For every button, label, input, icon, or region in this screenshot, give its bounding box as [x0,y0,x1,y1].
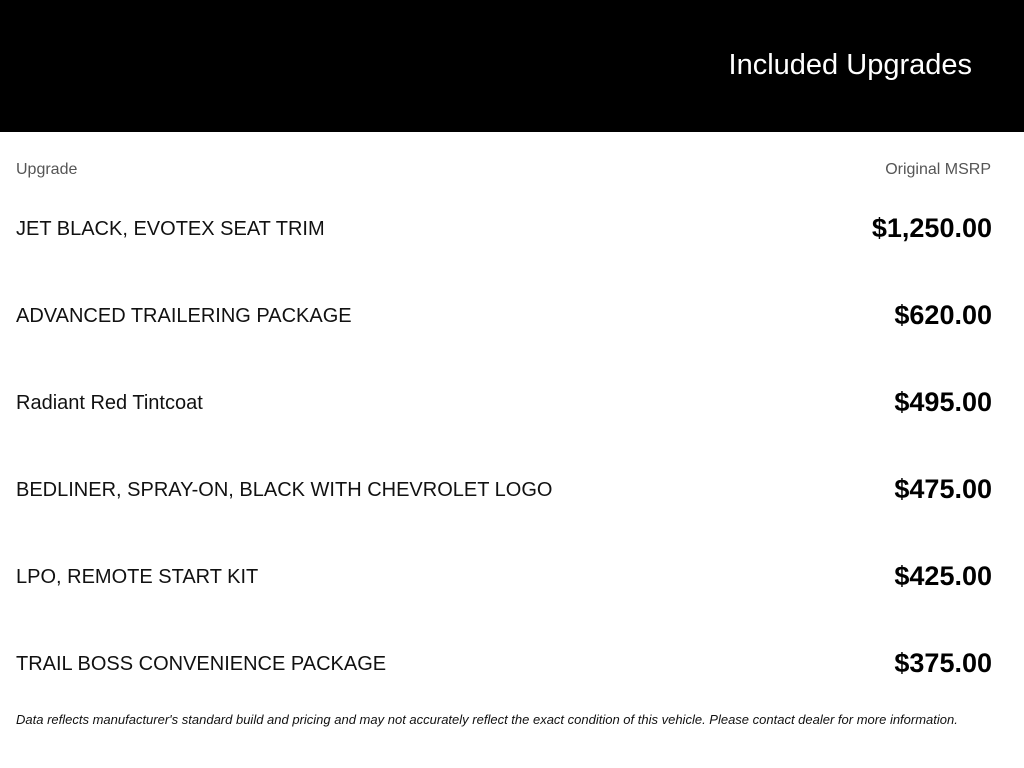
upgrade-price: $495.00 [894,387,992,417]
list-item [0,201,1024,288]
upgrades-list [0,201,1024,723]
header-banner [0,0,1024,132]
list-item [0,288,1024,375]
msrp-column-header: Original MSRP [885,161,991,178]
upgrade-price: $425.00 [894,561,992,591]
page-title: Included Upgrades [728,49,972,81]
upgrade-price: $1,250.00 [871,213,992,243]
upgrade-name: Radiant Red Tintcoat [16,392,203,414]
upgrade-price: $375.00 [894,648,992,678]
disclaimer-text: Data reflects manufacturer's standard build and pricing and may not accurately reflect the exact condition of this vehicle. Please contact dealer for more information. [16,712,958,727]
upgrade-name: LPO, REMOTE START KIT [16,566,259,588]
upgrade-price: $475.00 [894,474,992,504]
list-item [0,462,1024,549]
list-item [0,636,1024,723]
upgrade-name: BEDLINER, SPRAY-ON, BLACK WITH CHEVROLET LOGO [16,479,553,501]
list-item [0,549,1024,636]
upgrade-price: $620.00 [894,300,992,330]
upgrade-column-header: Upgrade [16,161,78,178]
list-item [0,375,1024,462]
upgrade-name: TRAIL BOSS CONVENIENCE PACKAGE [16,653,387,675]
upgrade-name: JET BLACK, EVOTEX SEAT TRIM [16,218,325,240]
upgrade-name: ADVANCED TRAILERING PACKAGE [16,305,352,327]
